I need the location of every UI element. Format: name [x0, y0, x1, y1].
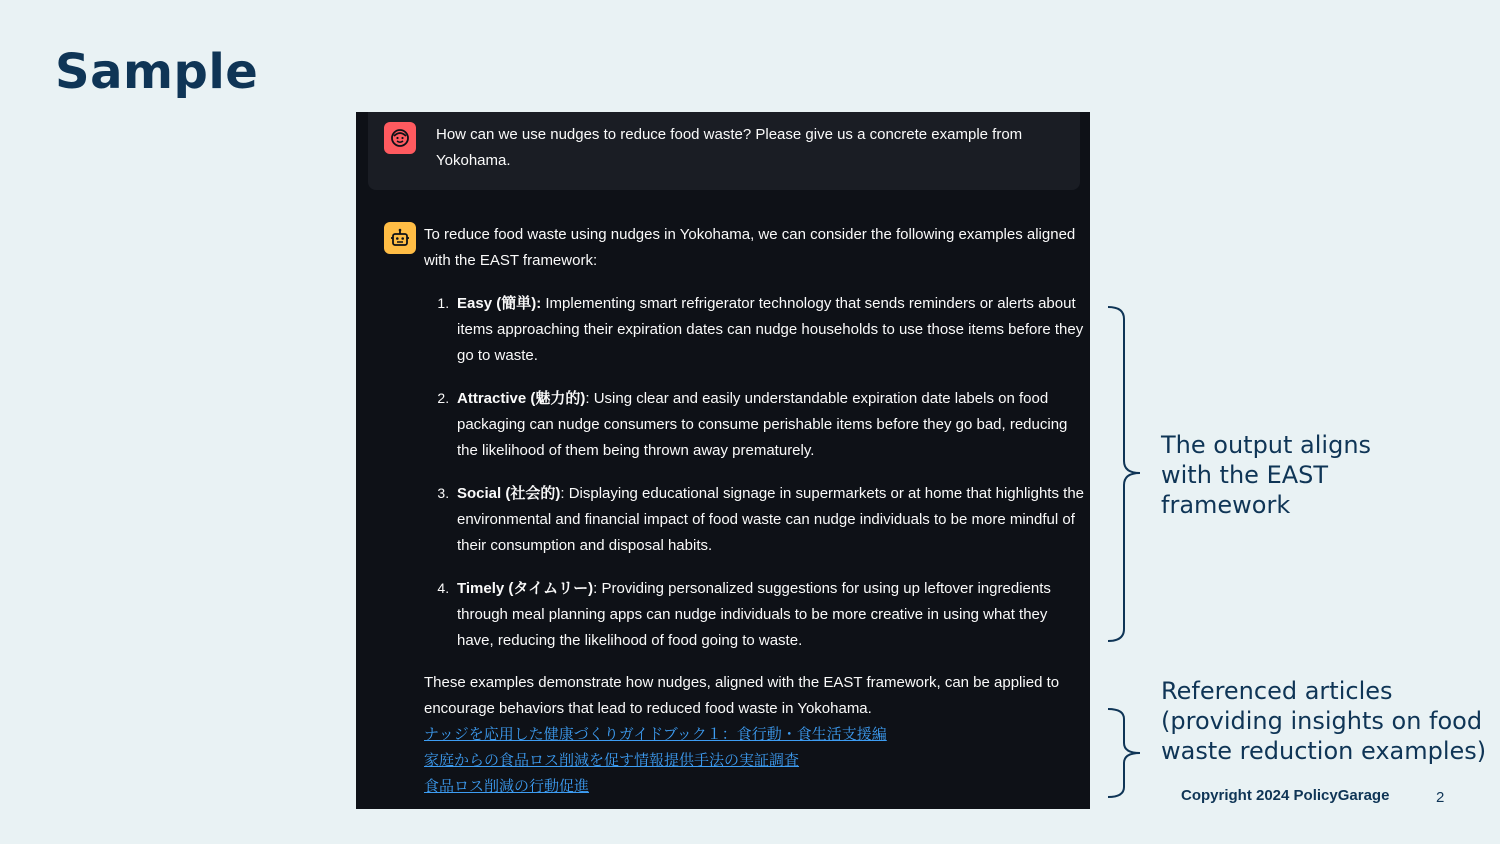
list-item [453, 290, 1084, 369]
page-number: 2 [1436, 789, 1445, 806]
refs-bracket [1104, 707, 1144, 801]
list-item [453, 480, 1084, 559]
user-avatar [384, 122, 416, 154]
list-item [453, 385, 1084, 464]
robot-face-icon [389, 227, 411, 249]
reference-links [424, 722, 1084, 800]
east-examples-list [424, 290, 1084, 654]
east-text-timely: : Providing personalized suggestions for using up leftover ingredients through meal planning apps can nudge individuals to be more creative in using what they have, reducing the likelihood of food going to waste. [457, 580, 1051, 649]
reference-link[interactable]: 家庭からの食品ロス削減を促す情報提供手法の実証調査 [424, 752, 800, 769]
chat-screenshot [356, 112, 1090, 809]
slide-title: Sample [55, 44, 259, 100]
east-annotation: The output aligns with the EAST framework [1161, 431, 1372, 519]
assistant-conclusion: These examples demonstrate how nudges, aligned with the EAST framework, can be applied to encourage behaviors that lead to reduced food waste in Yokohama. [424, 674, 1060, 717]
east-term-easy: Easy (簡単): [457, 295, 542, 312]
smiling-face-icon [389, 127, 411, 149]
reference-link[interactable]: ナッジを応用した健康づくりガイドブック１：食行動・食生活支援編 [424, 726, 887, 743]
east-term-attractive: Attractive (魅力的) [457, 390, 586, 407]
assistant-message [424, 222, 1084, 800]
east-text-social: : Displaying educational signage in supermarkets or at home that highlights the environmental and financial impact of food waste can nudge individuals to be more mindful of their consumption and disposal habits. [457, 485, 1084, 554]
east-term-timely: Timely (タイムリー) [457, 580, 594, 597]
references-annotation: Referenced articles (providing insights on food waste reduction examples) [1161, 677, 1487, 765]
east-text-attractive: : Using clear and easily understandable expiration date labels on food packaging can nudge consumers to consume perishable items before they go bad, reducing the likelihood of them being thrown away prematurely. [457, 390, 1068, 459]
user-message [368, 112, 1080, 190]
copyright: Copyright 2024 PolicyGarage [1181, 787, 1390, 804]
assistant-avatar [384, 222, 416, 254]
user-message-text: How can we use nudges to reduce food waste? Please give us a concrete example from Yokohama. [436, 126, 1023, 169]
reference-link[interactable]: 食品ロス削減の行動促進 [424, 778, 590, 795]
list-item [453, 575, 1084, 654]
east-text-easy: Implementing smart refrigerator technology that sends reminders or alerts about items approaching their expiration dates can nudge households to use those items before they go to waste. [457, 295, 1084, 364]
assistant-intro: To reduce food waste using nudges in Yokohama, we can consider the following examples aligned with the EAST framework: [424, 226, 1076, 269]
east-term-social: Social (社会的) [457, 485, 561, 502]
east-bracket [1104, 305, 1144, 645]
